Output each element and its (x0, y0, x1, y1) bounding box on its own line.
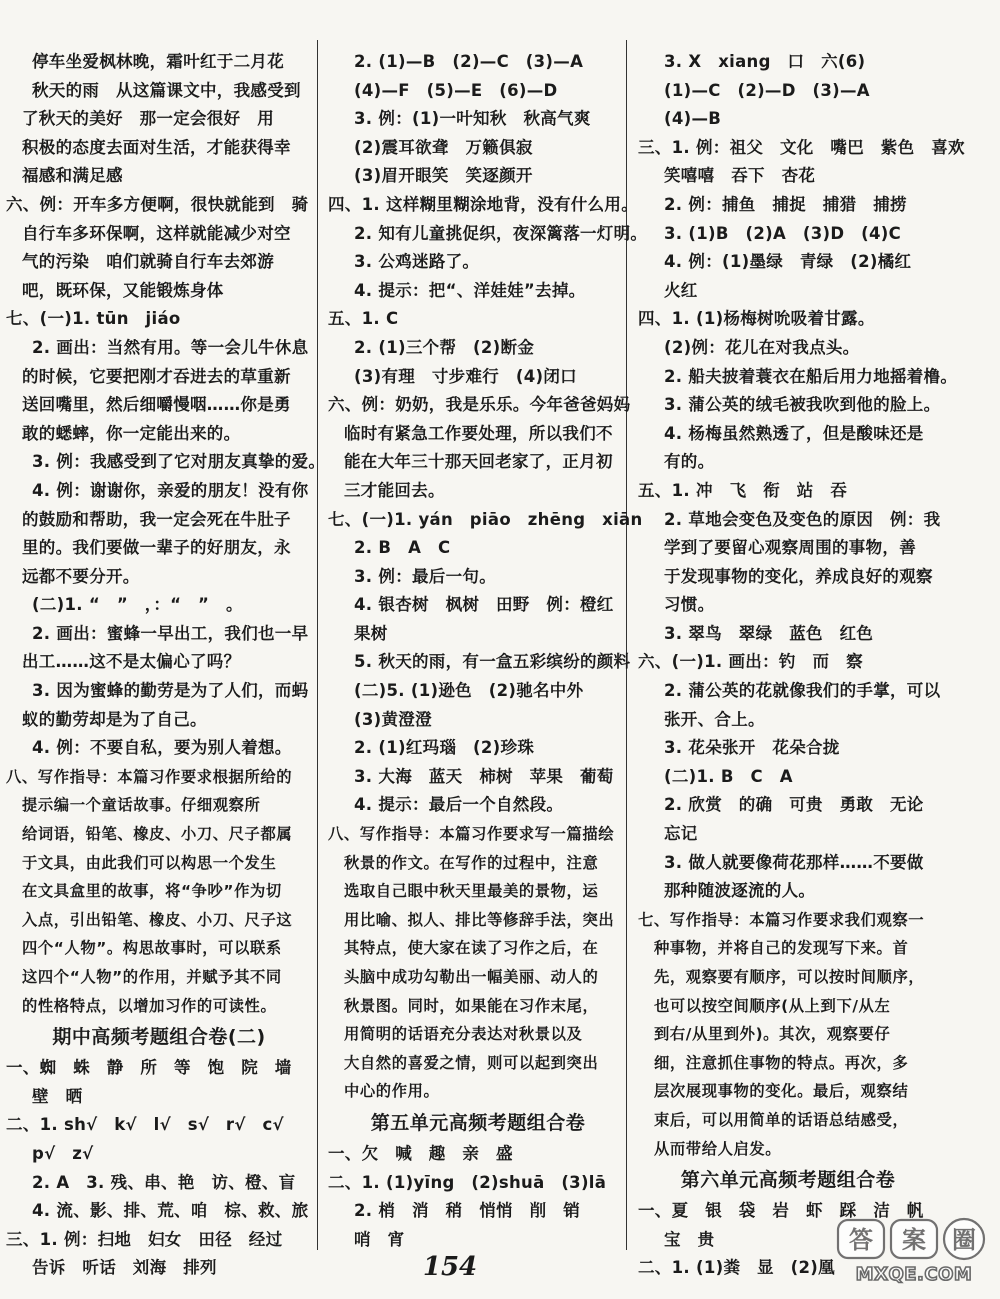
answer-line: 二、1. sh√ k√ l√ s√ r√ c√ (6, 1115, 284, 1135)
answer-line: 三、1. 例：扫地 妇女 田径 经过 (6, 1229, 283, 1249)
answer-line: 3. 公鸡迷路了。 (354, 252, 480, 272)
answer-line: 3. 例：我感受到了它对朋友真挚的爱。 (32, 452, 326, 472)
answer-line: 三、1. 例：祖父 文化 嘴巴 紫色 喜欢 (638, 137, 965, 157)
answer-line: 4. 提示：把“、洋娃娃”去掉。 (354, 280, 586, 300)
answer-line: 了秋天的美好 那一定会很好 用 (22, 109, 274, 129)
answer-line: 2. (1)三个帮 (2)断金 (354, 337, 535, 357)
answer-line: 2. (1)—B (2)—C (3)—A (354, 52, 584, 71)
section-heading: 期中高频考题组合卷(二) (52, 1026, 266, 1049)
answer-line: 学到了要留心观察周围的事物，善 (664, 538, 916, 558)
answer-line: (二)1. B C A (664, 766, 793, 786)
answer-line: 那种随波逐流的人。 (664, 881, 816, 901)
answer-line: 四个“人物”。构思故事时，可以联系 (22, 939, 282, 958)
answer-line: 气的污染 咱们就骑自行车去郊游 (22, 252, 274, 272)
answer-line: 2. 画出：当然有用。等一会儿牛休息 (32, 337, 309, 357)
answer-line: 也可以按空间顺序(从上到下/从左 (654, 996, 891, 1015)
answer-line: 自行车多环保啊，这样就能减少对空 (22, 223, 291, 243)
answer-line: 2. (1)红玛瑙 (2)珍珠 (354, 738, 535, 758)
answer-line: 3. 例：最后一句。 (354, 566, 496, 586)
answer-circle-logo-icon (836, 1216, 992, 1262)
answer-line: 种事物，并将自己的发现写下来。首 (654, 939, 909, 958)
answer-line: 有的。 (664, 452, 715, 472)
section-heading: 第五单元高频考题组合卷 (370, 1111, 586, 1134)
answer-line: (3)有理 寸步难行 (4)闭口 (354, 366, 577, 386)
answer-line: 笑嘻嘻 吞下 杏花 (664, 166, 816, 186)
answer-line: 选取自己眼中秋天里最美的景物，运 (344, 882, 599, 901)
answer-line: 四、1. (1)杨梅树吮吸着甘露。 (638, 309, 875, 329)
answer-line: 3. 做人就要像荷花那样……不要做 (664, 852, 924, 872)
answer-line: 七、(一)1. yán piāo zhēng xiān (328, 509, 643, 529)
answer-line: 一、蜘 蛛 静 所 等 饱 院 墙 (6, 1058, 292, 1078)
answer-line: (2)震耳欲聋 万籁俱寂 (354, 137, 533, 157)
answer-line: 3. X xiang 口 六(6) (664, 52, 866, 71)
answer-line: 忘记 (664, 824, 698, 844)
answer-line: 中心的作用。 (344, 1082, 440, 1101)
answer-line: 3. 翠鸟 翠绿 蓝色 红色 (664, 623, 874, 643)
watermark-logo (832, 1216, 996, 1294)
answer-line: 习惯。 (664, 595, 715, 615)
answer-line: (3)眉开眼笑 笑逐颜开 (354, 166, 533, 186)
answer-line: 5. 秋天的雨，有一盒五彩缤纷的颜料 (354, 652, 631, 672)
answer-line: 2. 知有儿童挑促织，夜深篱落一灯明。 (354, 223, 648, 243)
answer-line: 三才能回去。 (344, 480, 445, 500)
answer-line: 出工……这不是太偏心了吗？ (22, 652, 241, 672)
answer-line: 2. 船夫披着蓑衣在船后用力地摇着橹。 (664, 366, 958, 386)
answer-line: 果树 (354, 623, 388, 643)
answer-line: 4. 例：(1)墨绿 青绿 (2)橘红 (664, 252, 912, 272)
answer-line: 秋天的雨 从这篇课文中，我感受到 (32, 80, 301, 100)
answer-line: 2. 蒲公英的花就像我们的手掌，可以 (664, 681, 941, 701)
column-divider (317, 40, 318, 1250)
answer-line: 壁 晒 (32, 1086, 83, 1106)
answer-line: 一、欠 喊 趣 亲 盛 (328, 1143, 513, 1163)
answer-line: 二、1. (1)粪 显 (2)凰 (638, 1258, 835, 1278)
answer-line: 于发现事物的变化，养成良好的观察 (664, 566, 933, 586)
answer-line: (1)—C (2)—D (3)—A (664, 80, 870, 100)
answer-column-middle (328, 48, 648, 1254)
answer-line: 二、1. (1)yīng (2)shuā (3)lā (328, 1172, 607, 1192)
answer-line: 于文具，由此我们可以构思一个发生 (22, 853, 277, 872)
answer-line: 3. 例：(1)一叶知秋 秋高气爽 (354, 109, 591, 129)
answer-line: 2. 欣赏 的确 可贵 勇敢 无论 (664, 795, 924, 815)
answer-line: 积极的态度去面对生活，才能获得幸 (22, 137, 291, 157)
answer-line: 先，观察要有顺序，可以按时间顺序， (654, 968, 925, 986)
answer-line: (3)黄澄澄 (354, 709, 432, 729)
section-heading: 第六单元高频考题组合卷 (680, 1169, 896, 1192)
answer-line: 敢的蟋蟀，你一定能出来的。 (22, 423, 241, 443)
answer-line: 头脑中成功勾勒出一幅美丽、动人的 (344, 968, 599, 986)
answer-line: 告诉 听话 刘海 排列 (32, 1258, 217, 1278)
answer-line: 4. 杨梅虽然熟透了，但是酸味还是 (664, 423, 924, 443)
answer-column-right (638, 48, 965, 1283)
answer-line: 的性格特点，以增加习作的可读性。 (22, 996, 277, 1015)
answer-line: 2. 例：捕鱼 捕捉 捕猎 捕捞 (664, 194, 907, 214)
answer-line: 用简明的话语充分表达对秋景以及 (344, 1025, 583, 1044)
answer-line: 提示编一个童话故事。仔细观察所 (22, 796, 261, 815)
answer-line: 八、写作指导：本篇习作要求写一篇描绘 (328, 825, 615, 844)
page-number: 154 (422, 1252, 478, 1282)
answer-line: 2. A 3. 残、串、艳 访、橙、盲 (32, 1172, 296, 1192)
answer-line: 四、1. 这样糊里糊涂地背，没有什么用。 (328, 194, 638, 214)
answer-line: 火红 (664, 280, 698, 300)
answer-line: 停车坐爱枫林晚，霜叶红于二月花 (32, 52, 284, 71)
answer-line: 3. (1)B (2)A (3)D (4)C (664, 223, 901, 243)
answer-line: 临时有紧急工作要处理，所以我们不 (344, 423, 613, 443)
answer-line: 束后，可以用简单的话语总结感受， (654, 1110, 909, 1129)
answer-line: 六、例：奶奶，我是乐乐。今年爸爸妈妈 (328, 395, 631, 415)
answer-line: 的时候，它要把刚才吞进去的草重新 (22, 366, 291, 386)
answer-line: 五、1. 冲 飞 衔 站 吞 (638, 480, 848, 500)
answer-line: 六、例：开车多方便啊，很快就能到 骑 (6, 194, 309, 214)
answer-line: (2)例：花儿在对我点头。 (664, 337, 860, 357)
answer-line: 2. 梢 消 稍 悄悄 削 销 (354, 1201, 580, 1221)
answer-line: 4. 流、影、排、荒、咱 棕、救、旅 (32, 1201, 309, 1221)
answer-line: 里的。我们要做一辈子的好朋友，永 (22, 538, 291, 558)
answer-line: 秋景图。同时，如果能在习作末尾， (344, 996, 599, 1015)
answer-line: 入点，引出铅笔、橡皮、小刀、尺子这 (22, 910, 293, 929)
answer-line: 3. 花朵张开 花朵合拢 (664, 738, 840, 758)
answer-line: 层次展现事物的变化。最后，观察结 (654, 1082, 909, 1101)
answer-line: 福感和满足感 (22, 166, 123, 186)
answer-line: (4)—F (5)—E (6)—D (354, 80, 558, 100)
answer-line: 2. 草地会变色及变色的原因 例：我 (664, 509, 941, 529)
answer-line: 秋景的作文。在写作的过程中，注意 (344, 853, 599, 872)
svg-text:案: 案 (902, 1226, 926, 1254)
answer-line: 4. 银杏树 枫树 田野 例：橙红 (354, 595, 614, 615)
answer-line: 在文具盒里的故事，将“争吵”作为切 (22, 882, 282, 901)
svg-text:圈: 圈 (952, 1226, 976, 1254)
answer-line: 4. 例：谢谢你，亲爱的朋友！没有你 (32, 480, 309, 500)
answer-line: 吧，既环保，又能锻炼身体 (22, 280, 224, 300)
answer-line: 给词语，铅笔、橡皮、小刀、尺子都属 (22, 825, 293, 844)
answer-line: 3. 因为蜜蜂的勤劳是为了人们，而蚂 (32, 681, 309, 701)
answer-line: 送回嘴里，然后细嚼慢咽……你是勇 (22, 395, 291, 415)
answer-line: 用比喻、拟人、排比等修辞手法，突出 (344, 910, 615, 929)
answer-line: 的鼓励和帮助，我一定会死在牛肚子 (22, 509, 291, 529)
answer-line: 蚁的勤劳却是为了自己。 (22, 709, 207, 729)
answer-line: 从而带给人启发。 (654, 1139, 782, 1158)
answer-line: 大自然的喜爱之情，则可以起到突出 (344, 1053, 599, 1072)
answer-line: 这四个“人物”的作用，并赋予其不同 (22, 968, 282, 986)
answer-line: p√ z√ (32, 1143, 94, 1163)
answer-line: 八、写作指导：本篇习作要求根据所给的 (6, 767, 293, 786)
answer-line: 六、(一)1. 画出：钓 而 察 (638, 652, 863, 672)
answer-line: (二)1. “ ” ，：“ ” 。 (32, 595, 243, 615)
answer-line: (二)5. (1)逊色 (2)驰名中外 (354, 681, 584, 701)
answer-line: 到右/从里到外)。其次，观察要仔 (654, 1025, 891, 1044)
answer-line: 能在大年三十那天回老家了，正月初 (344, 452, 613, 472)
answer-line: 3. 蒲公英的绒毛被我吹到他的脸上。 (664, 395, 941, 415)
answer-line: 细，注意抓住事物的特点。再次，多 (654, 1053, 909, 1072)
answer-line: (4)—B (664, 109, 722, 129)
svg-text:答: 答 (849, 1226, 873, 1254)
answer-line: 七、(一)1. tūn jiáo (6, 309, 181, 329)
answer-line: 4. 提示：最后一个自然段。 (354, 795, 564, 815)
answer-line: 宝 贵 (664, 1229, 715, 1249)
answer-line: 哨 宵 (354, 1229, 405, 1249)
answer-line: 其特点，使大家在读了习作之后，在 (344, 939, 599, 958)
answer-line: 远都不要分开。 (22, 566, 140, 586)
answer-line: 2. B A C (354, 538, 451, 558)
answer-column-left (6, 48, 326, 1283)
answer-line: 一、夏 银 袋 岩 虾 踩 洁 帆 (638, 1201, 924, 1221)
answer-line: 张开、合上。 (664, 709, 765, 729)
answer-line: 3. 大海 蓝天 柿树 苹果 葡萄 (354, 766, 614, 786)
watermark-site-text: MXQE.COM (855, 1264, 973, 1285)
answer-line: 五、1. C (328, 309, 399, 329)
answer-line: 4. 例：不要自私，要为别人着想。 (32, 738, 292, 758)
answer-line: 七、写作指导：本篇习作要求我们观察一 (638, 910, 925, 929)
answer-line: 2. 画出：蜜蜂一早出工，我们也一早 (32, 623, 309, 643)
